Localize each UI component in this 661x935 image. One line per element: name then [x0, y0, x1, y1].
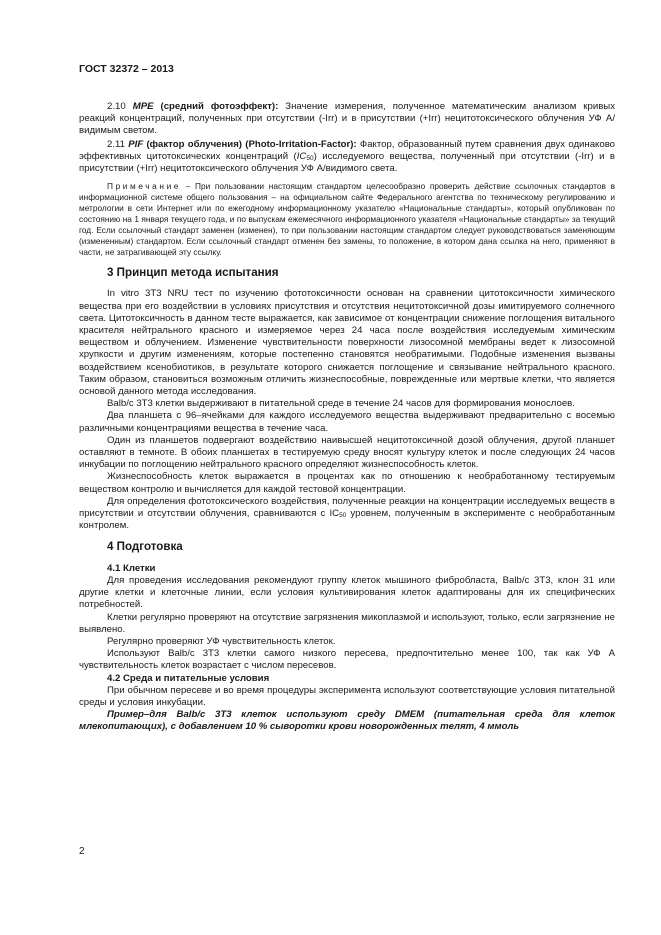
- ic-symbol: IC: [296, 150, 307, 162]
- page-header: ГОСТ 32372 – 2013: [79, 63, 174, 75]
- subsection-4-2-heading: 4.2 Среда и питательные условия: [107, 672, 270, 684]
- term-abbr: MPE: [132, 101, 154, 112]
- note: [79, 181, 615, 258]
- ic-subscript: 50: [339, 512, 347, 520]
- term-number: 2.11: [107, 138, 125, 150]
- term-2-10: [79, 101, 615, 138]
- note-label: Примечание: [107, 181, 182, 192]
- term-title: (средний фотоэффект):: [153, 101, 279, 112]
- section-4-heading: 4 Подготовка: [107, 540, 183, 554]
- term-definition: Значение измерения, полученное математическим анализом кривых реакций концентраций, полученных при отсутствии (-Irr) и в присутствии (+Irr) нецитотоксического облучения УФ А/видимым светом.: [79, 101, 615, 137]
- paragraph: Жизнеспособность клеток выражается в процентах как по отношению к необработанному тестируемым веществом контролю и вычисляется для каждой тестовой концентрации.: [79, 471, 615, 495]
- term-abbr: PIF: [128, 138, 144, 150]
- paragraph: При обычном пересеве и во время процедуры эксперимента используют соответствующие условия питательной среды и условия инкубации.: [79, 684, 615, 708]
- term-definition-end: ) исследуемого вещества, полученный при отсутствии (-Irr) и в присутствии (+Irr) нецитотоксического облучения УФ А/видимого света.: [79, 150, 615, 175]
- paragraph: Два планшета с 96–ячейками для каждого исследуемого вещества выдерживают предварительно с восемью различными концентрациями вещества в течение часа.: [79, 410, 615, 434]
- paragraph: Для проведения исследования рекомендуют группу клеток мышиного фибробласта, Balb/c 3T3, клон 31 или другие клетки и клеточные линии, если условия культивирования клеток адаптированы для их специфических потребностей.: [79, 574, 615, 611]
- ic-subscript: 50: [306, 154, 314, 162]
- example-paragraph: Пример–для Balb/c 3T3 клеток используют среду DMEM (питательная среда для клеток млекопитающих), с добавлением 10 % сыворотки крови новорожденных телят, 4 ммоль: [79, 709, 615, 733]
- paragraph: [79, 496, 615, 533]
- paragraph: Клетки регулярно проверяют на отсутствие загрязнения микоплазмой и используют, только, если загрязнение не выявлено.: [79, 611, 615, 635]
- paragraph-text-end: уровнем, полученным в эксперименте с необработанным контролем.: [79, 508, 615, 532]
- paragraph: Один из планшетов подвергают воздействию наивысшей нецитотоксичной дозой облучения, другой планшет оставляют в темноте. В обоих планшетах в тестируемую среду вносят культуру клеток и после следующих 24 часов инкубации по поглощению нейтрального красного определяют жизнеспособность клеток.: [79, 434, 615, 471]
- paragraph: In vitro 3T3 NRU тест по изучению фототоксичности основан на сравнении цитотоксичности химического вещества при его воздействии в условиях присутствия и отсутствия нецитотоксичной дозы имитируемого солнечного света. Цитотоксичность в данном тесте выражается, как зависимое от концентрации снижение поглощения витального красителя нейтрального красного и измеряемое через 24 часа после воздействия исследуемым химическим веществом и облучением. Изменение чувствительности поверхности лизосомной мембраны ведет к лизосомной хрупкости и другим изменениям, которые постепенно становятся необратимыми. Подобные изменения вызваны воздействием ксенобиотиков, в результате которого снижается поглощение и связывание нейтрального красного. Таким образом, становиться возможным отличить жизнеспособные, поврежденные или мертвые клетки, что является основой данного метода исследования.: [79, 288, 615, 398]
- paragraph: Регулярно проверяют УФ чувствительность клеток.: [107, 635, 336, 647]
- term-title: (фактор облучения) (Photo-Irritation-Factor):: [143, 138, 357, 150]
- term-2-11: [79, 139, 615, 176]
- subsection-4-1-heading: 4.1 Клетки: [107, 562, 156, 574]
- paragraph: Используют Balb/c 3T3 клетки самого низкого пересева, предпочтительно менее 100, так как УФ А чувствительность клеток возрастает с числом пересевов.: [79, 648, 615, 672]
- paragraph: Balb/c 3T3 клетки выдерживают в питательной среде в течение 24 часов для формирования монослоев.: [107, 398, 575, 410]
- paragraph-text: Для определения фототоксического воздействия, полученные реакции на концентрации исследуемых веществ в присутствии и отсутствии облучения, сравниваются с IC: [79, 495, 615, 520]
- term-number: 2.10: [107, 101, 126, 112]
- note-text: – При пользовании настоящим стандартом целесообразно проверить действие ссылочных стандартов в информационной системе общего пользования – на официальном сайте Федерального агентства по техническому регулированию и метрологии в сети Интернет или по ежегодному информационному указателю «Национальные стандарты», который опубликован по состоянию на 1 января текущего года, и по выпускам ежемесячного информационного указателя «Национальные стандарты» за текущий год. Если ссылочный стандарт заменен (изменен), то при пользовании настоящим стандартом следует руководствоваться заменяющим (измененным) стандартом. Если ссылочный стандарт отменен без замены, то положение, в котором дана ссылка на него, применяют в части, не затрагивающей эту ссылку.: [79, 181, 615, 258]
- section-3-heading: 3 Принцип метода испытания: [107, 266, 279, 280]
- term-definition: Фактор, образованный путем сравнения двух одинаково эффективных цитотоксических концентраций (: [79, 138, 616, 162]
- page-number: 2: [79, 846, 85, 857]
- document-body: [79, 101, 615, 734]
